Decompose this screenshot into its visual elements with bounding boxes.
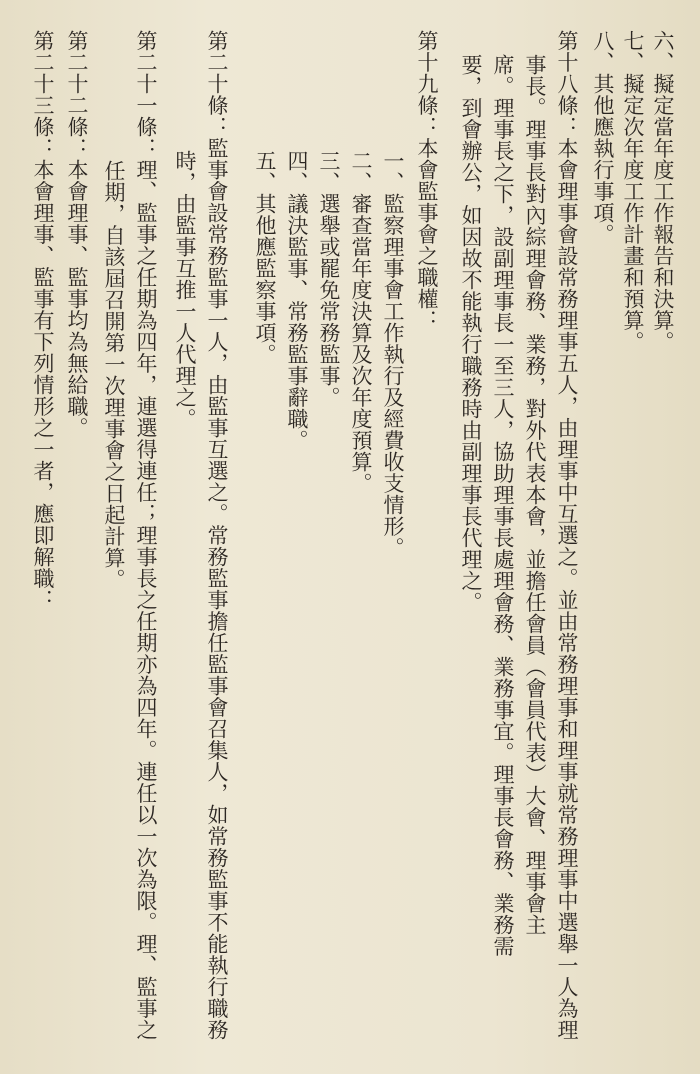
article-18-column-3: 席。理事長之下，設副理事長一至三人，協助理事長處理會務、業務事宜。理事長會務、業務需 [491, 54, 515, 957]
article-18-column-2: 事長。理事長對內綜理會務、業務，對外代表本會，並擔任會員（會員代表）大會、理事會主 [523, 54, 547, 936]
text-column-1: 六、擬定當年度工作報告和決算。 [651, 30, 675, 353]
text-column-2: 七、擬定次年度工作計畫和預算。 [621, 30, 645, 353]
article-20-column-1: 第二十條：監事會設常務監事一人，由監事互選之。常務監事擔任監事會召集人，如常務監事不能執行職務 [205, 30, 229, 1041]
article-18-column-4: 要，到會辦公，如因故不能執行職務時由副理事長代理之。 [459, 54, 483, 613]
article-19-item-1: 一、監察理事會工作執行及經費收支情形。 [381, 150, 405, 559]
article-19-item-5: 五、其他應監察事項。 [253, 150, 277, 365]
text-column-3: 八、其他應執行事項。 [591, 30, 615, 245]
article-21-column-2: 任期，自該屆召開第一次理事會之日起計算。 [102, 160, 126, 590]
article-19-heading: 第十九條：本會監事會之職權： [415, 30, 439, 331]
article-22: 第二十二條：本會理事、監事均為無給職。 [65, 30, 89, 439]
article-23: 第二十三條：本會理事、監事有下列情形之一者，應即解職： [31, 30, 55, 611]
article-21-column-1: 第二十一條：理、監事之任期為四年，連選得連任；理事長之任期亦為四年。連任以一次為限。理、監事之 [134, 30, 158, 1041]
article-18-column-1: 第十八條：本會理事會設常務理事五人，由理事中互選之。並由常務理事和理事就常務理事中選舉一人為理 [555, 30, 579, 1041]
article-19-item-3: 三、選舉或罷免常務監事。 [317, 150, 341, 408]
article-19-item-4: 四、議決監事、常務監事辭職。 [285, 150, 309, 451]
article-19-item-2: 二、審查當年度決算及次年度預算。 [349, 150, 373, 494]
article-20-column-2: 時，由監事互推一人代理之。 [173, 150, 197, 430]
